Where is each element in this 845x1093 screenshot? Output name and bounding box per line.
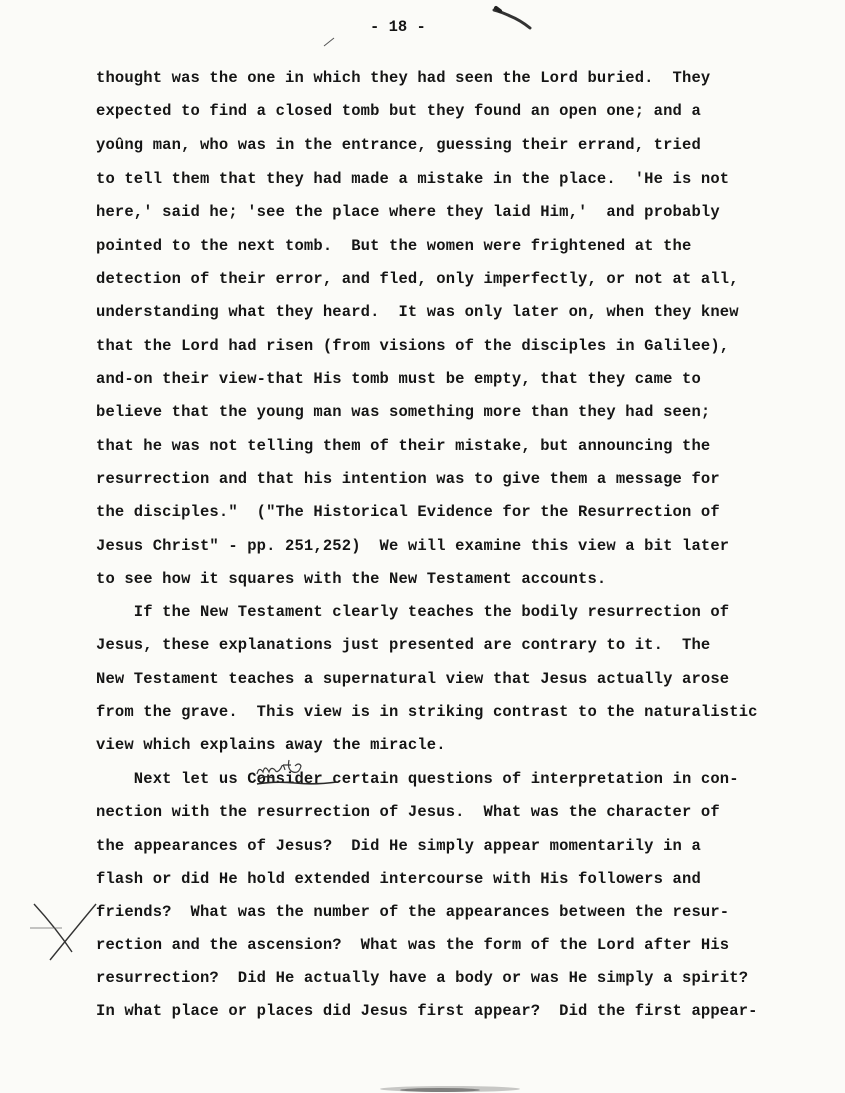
text-line-23: nection with the resurrection of Jesus. What was the character of (96, 803, 720, 821)
text-line-6: pointed to the next tomb. But the women were frightened at the (96, 237, 692, 255)
stray-mark-icon (320, 30, 350, 50)
handwritten-note-text: note (253, 756, 255, 757)
text-line-12: that he was not telling them of their mistake, but announcing the (96, 437, 711, 455)
text-line-7: detection of their error, and fled, only imperfectly, or not at all, (96, 270, 739, 288)
text-line-13: resurrection and that his intention was to give them a message for (96, 470, 720, 488)
text-line-22: Next let us Consider certain questions of interpretation in con- (96, 770, 739, 788)
text-line-26: friends? What was the number of the appearances between the resur- (96, 903, 730, 921)
text-line-9: that the Lord had risen (from visions of the disciples in Galilee), (96, 337, 730, 355)
text-line-14: the disciples." ("The Historical Evidence for the Resurrection of (96, 503, 720, 521)
text-line-1: thought was the one in which they had seen the Lord buried. They (96, 69, 711, 87)
text-line-5: here,' said he; 'see the place where they laid Him,' and probably (96, 203, 720, 221)
text-line-29: In what place or places did Jesus first appear? Did the first appear- (96, 1002, 758, 1020)
text-line-15: Jesus Christ" - pp. 251,252) We will examine this view a bit later (96, 537, 730, 555)
text-line-10: and-on their view-that His tomb must be empty, that they came to (96, 370, 701, 388)
text-line-24: the appearances of Jesus? Did He simply appear momentarily in a (96, 837, 701, 855)
handwritten-note (253, 756, 313, 778)
text-line-2: expected to find a closed tomb but they found an open one; and a (96, 102, 701, 120)
page-number: - 18 - (370, 18, 426, 36)
ink-smudge-icon (370, 1079, 530, 1093)
text-line-17: If the New Testament clearly teaches the bodily resurrection of (96, 603, 730, 621)
text-line-16: to see how it squares with the New Testament accounts. (96, 570, 607, 588)
text-line-8: understanding what they heard. It was only later on, when they knew (96, 303, 739, 321)
text-line-11: believe that the young man was something more than they had seen; (96, 403, 711, 421)
text-line-3: yoûng man, who was in the entrance, guessing their errand, tried (96, 136, 701, 154)
text-line-20: from the grave. This view is in striking contrast to the naturalistic (96, 703, 758, 721)
text-line-18: Jesus, these explanations just presented are contrary to it. The (96, 636, 711, 654)
margin-x-mark-icon (26, 898, 106, 964)
text-line-19: New Testament teaches a supernatural view that Jesus actually arose (96, 670, 730, 688)
text-line-28: resurrection? Did He actually have a body or was He simply a spirit? (96, 969, 749, 987)
text-line-4: to tell them that they had made a mistake in the place. 'He is not (96, 170, 730, 188)
text-line-21: view which explains away the miracle. (96, 736, 446, 754)
text-line-25: flash or did He hold extended intercourse with His followers and (96, 870, 701, 888)
text-line-27: rection and the ascension? What was the form of the Lord after His (96, 936, 730, 954)
ink-blot-icon (490, 4, 540, 34)
